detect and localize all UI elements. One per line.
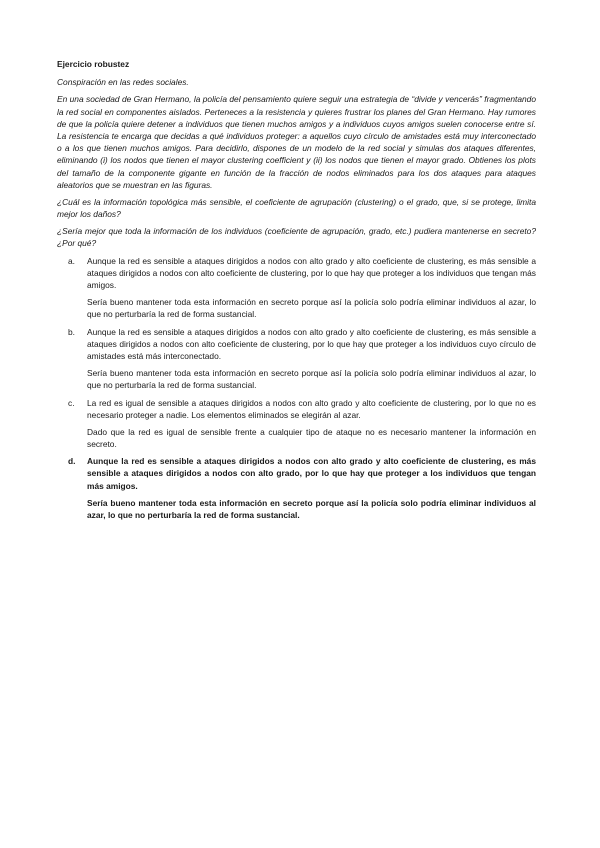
answer-option-c[interactable]	[57, 397, 536, 451]
answer-option-d[interactable]	[57, 455, 536, 521]
option-sub-text: Dado que la red es igual de sensible frente a cualquier tipo de ataque no es necesario mantener la información en secreto.	[87, 426, 536, 450]
option-main-text: Aunque la red es sensible a ataques dirigidos a nodos con alto grado y alto coeficiente de clustering, es más sensible a ataques dirigidos a nodos con alto grado, por lo que hay que proteger a los individuos que tengan más amigos.	[87, 456, 536, 491]
answer-options-list	[57, 255, 536, 522]
option-sub-text: Sería bueno mantener toda esta información en secreto porque así la policía solo podría eliminar individuos al azar, lo que no perturbaría la red de forma sustancial.	[87, 297, 536, 320]
answer-option-b[interactable]	[57, 326, 536, 392]
option-letter: d.	[68, 456, 76, 467]
option-main-text: Aunque la red es sensible a ataques dirigidos a nodos con alto grado y alto coeficiente de clustering, es más sensible a ataques dirigidos a nodos con alto coeficiente de clustering, por lo que hay que proteger a los individuos que tengan más amigos.	[87, 255, 536, 290]
option-sub-text: Sería bueno mantener toda esta información en secreto porque así la policía solo podría eliminar individuos al azar, lo que no perturbaría la red de forma sustancial.	[87, 497, 536, 520]
answer-option-a[interactable]	[57, 255, 536, 321]
option-letter: b.	[68, 326, 75, 337]
option-main-text: Aunque la red es sensible a ataques dirigidos a nodos con alto grado y alto coeficiente de clustering, es más sensible a ataques dirigidos a nodos con alto coeficiente de clustering, por lo que hay que proteger a los individuos cuyo círculo de amistades está más interconectado.	[87, 326, 536, 361]
question-2: ¿Sería mejor que toda la información de los individuos (coeficiente de agrupación, grado, etc.) pudiera mantenerse en secreto? ¿Por qué?	[57, 226, 536, 249]
question-1: ¿Cuál es la información topológica más sensible, el coeficiente de agrupación (clustering) o el grado, que, si se protege, limita mejor los daños?	[57, 196, 536, 220]
option-main-text: La red es igual de sensible a ataques dirigidos a nodos con alto grado y alto coeficiente de clustering, por lo que no es necesario proteger a nadie. Los elementos eliminados se elegirán al azar.	[87, 397, 536, 420]
option-letter: a.	[68, 255, 75, 266]
intro-paragraph: En una sociedad de Gran Hermano, la policía del pensamiento quiere seguir una estrategia de “divide y vencerás” fragmentando la red social en componentes aislados. Perteneces a la resistencia y quieres frustrar los planes del Gran Hermano. Hay rumores de que la policía quiere detener a individuos que tienen muchos amigos y a individuos cuyos amigos suelen conocerse entre sí. La resistencia te encarga que decidas a qué individuos proteger: a aquellos cuyo círculo de amistades está muy interconectado o a los que tienen muchos amigos. Para decidirlo, dispones de un modelo de la red social y simulas dos ataques diferentes, eliminando (i) los nodos que tienen el mayor clustering coefficient y (ii) los nodos que tienen el mayor grado. Obtienes los plots del tamaño de la componente gigante en función de la fracción de nodos eliminados para los dos ataques para ataques aleatorios que se muestran en las figuras.	[57, 94, 536, 190]
document-title: Ejercicio robustez	[57, 59, 130, 69]
document-subtitle: Conspiración en las redes sociales.	[57, 77, 189, 88]
option-letter: c.	[68, 397, 75, 408]
option-sub-text: Sería bueno mantener toda esta información en secreto porque así la policía solo podría eliminar individuos al azar, lo que no perturbaría la red de forma sustancial.	[87, 368, 536, 391]
